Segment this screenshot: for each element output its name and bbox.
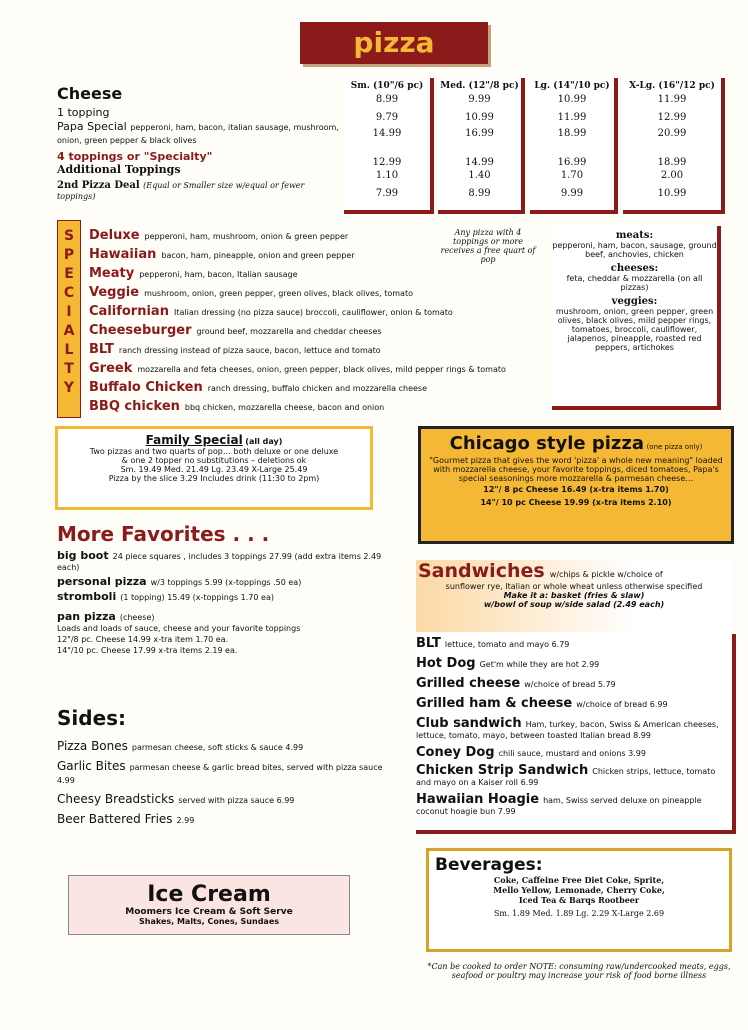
specialty-item: Cheeseburger ground beef, mozzarella and cheddar cheeses [89, 323, 382, 338]
price-col-med: Med. (12"/8 pc) 9.99 10.99 16.99 14.99 1.40 8.99 [438, 78, 525, 214]
specialty-item: Greek mozzarella and feta cheeses, onion, green pepper, black olives, mild pepper rings & tomato [89, 361, 506, 376]
specialty-item: Veggie mushroom, onion, green pepper, green olives, black olives, tomato [89, 285, 413, 300]
footnote: *Can be cooked to order NOTE: consuming raw/undercooked meats, eggs, seafood or poultry may increase your risk of food borne illness [427, 962, 731, 980]
sides-section: Sides: Pizza Bones parmesan cheese, soft sticks & sauce 4.99 Garlic Bites parmesan cheese & garlic bread bites, served with pizza sauce 4.99 Cheesy Breadsticks served with pizza sauce 6.99 Beer Battered Fries 2.99 [57, 706, 383, 826]
row-cheese: Cheese [57, 84, 123, 103]
price-col-sm: Sm. (10"/6 pc) 8.99 9.79 14.99 12.99 1.10 7.99 [344, 78, 434, 214]
specialty-item: Buffalo Chicken ranch dressing, buffalo chicken and mozzarella cheese [89, 380, 428, 395]
specialty-item: BBQ chicken bbq chicken, mozzarella cheese, bacon and onion [89, 399, 385, 414]
chicago-pizza: Chicago style pizza (one pizza only) "Gourmet pizza that gives the word 'pizza' a whole new meaning" loaded with mozzarella cheese, your favorite toppings, diced tomatoes, Papa's special seasonings more mozzarella & parmesan cheese… 12"/ 8 pc Cheese 16.49 (x-tra items 1.70) 14"/ 10 pc Cheese 19.99 (x-tra items 2.10) [418, 426, 734, 544]
sandwiches-header: Sandwiches w/chips & pickle w/choice of sunflower rye, Italian or whole wheat unless otherwise specified Make it a: basket (fries & slaw) w/bowl of soup w/side salad (2.49 each) [416, 560, 732, 632]
specialty-item: BLT ranch dressing instead of pizza sauce, bacon, lettuce and tomato [89, 342, 381, 357]
row-one-topping: 1 topping [57, 106, 110, 119]
toppings-panel: meats: pepperoni, ham, bacon, sausage, ground beef, anchovies, chicken cheeses: feta, cheddar & mozzarella (on all pizzas) veggies: mushroom, onion, green pepper, green olives, black olives, mild pepper rings, tomatoes, broccoli, cauliflower, jalapenos, pineapple, roasted red peppers, artichokes [552, 226, 721, 410]
specialty-note: Any pizza with 4 toppings or more receives a free quart of pop [440, 228, 536, 264]
page-title: pizza [300, 22, 488, 64]
specialty-item: Hawaiian bacon, ham, pineapple, onion and green pepper [89, 247, 355, 262]
family-special: Family Special (all day) Two pizzas and two quarts of pop… both deluxe or one deluxe & one 2 topper no substitutions – deletions ok Sm. 19.49 Med. 21.49 Lg. 23.49 X-Large 25.49 Pizza by the slice 3.29 Includes drink (11:30 to 2pm) [55, 426, 373, 510]
price-col-xlg: X-Lg. (16"/12 pc) 11.99 12.99 20.99 18.99 2.00 10.99 [623, 78, 725, 214]
specialty-banner: S P E C I A L T Y [57, 220, 81, 418]
row-papa: Papa Special pepperoni, ham, bacon, italian sausage, mushroom, onion, green pepper & black olives [57, 120, 339, 145]
ice-cream-box: Ice Cream Moomers Ice Cream & Soft Serve Shakes, Malts, Cones, Sundaes [68, 875, 350, 935]
row-second: 2nd Pizza Deal (Equal or Smaller size w/equal or fewer toppings) [57, 180, 305, 201]
specialty-item: Deluxe pepperoni, ham, mushroom, onion & green pepper [89, 228, 349, 243]
specialty-item: Californian Italian dressing (no pizza sauce) broccoli, cauliflower, onion & tomato [89, 304, 453, 319]
row-add: Additional Toppings [57, 163, 181, 176]
specialty-item: Meaty pepperoni, ham, bacon, Italian sausage [89, 266, 298, 281]
more-favorites: More Favorites . . . big boot 24 piece squares , includes 3 toppings 27.99 (add extra items 2.49 each) personal pizza w/3 toppings 5.99 (x-toppings .50 ea) stromboli (1 topping) 15.49 (x-toppings 1.70 ea) pan pizza (cheese) Loads and loads of sauce, cheese and your favorite toppings 12"/8 pc. Cheese 14.99 x-tra item 1.70 ea. 14"/10 pc. Cheese 17.99 x-tra items 2.19 ea. [57, 522, 382, 655]
price-col-lg: Lg. (14"/10 pc) 10.99 11.99 18.99 16.99 1.70 9.99 [530, 78, 618, 214]
row-four: 4 toppings or "Specialty" [57, 150, 213, 163]
sandwiches-list: BLT lettuce, tomato and mayo 6.79 Hot Dog Get'm while they are hot 2.99 Grilled cheese w/choice of bread 5.79 Grilled ham & cheese w/choice of bread 6.99 Club sandwich Ham, turkey, bacon, Swiss & American cheeses, lettuce, tomato, mayo, between toasted Italian bread 8.99 Coney Dog chili sauce, mustard and onions 3.99 Chicken Strip Sandwich Chicken strips, lettuce, tomato and mayo on a Kaiser roll 6.99 Hawaiian Hoagie ham, Swiss served deluxe on pineapple coconut hoagie bun 7.99 [416, 634, 736, 834]
beverages-box: Beverages: Coke, Caffeine Free Diet Coke, Sprite, Mello Yellow, Lemonade, Cherry Coke, Iced Tea & Barqs Rootbeer Sm. 1.89 Med. 1.89 Lg. 2.29 X-Large 2.69 [426, 848, 732, 952]
pizza-row-labels [57, 84, 342, 202]
